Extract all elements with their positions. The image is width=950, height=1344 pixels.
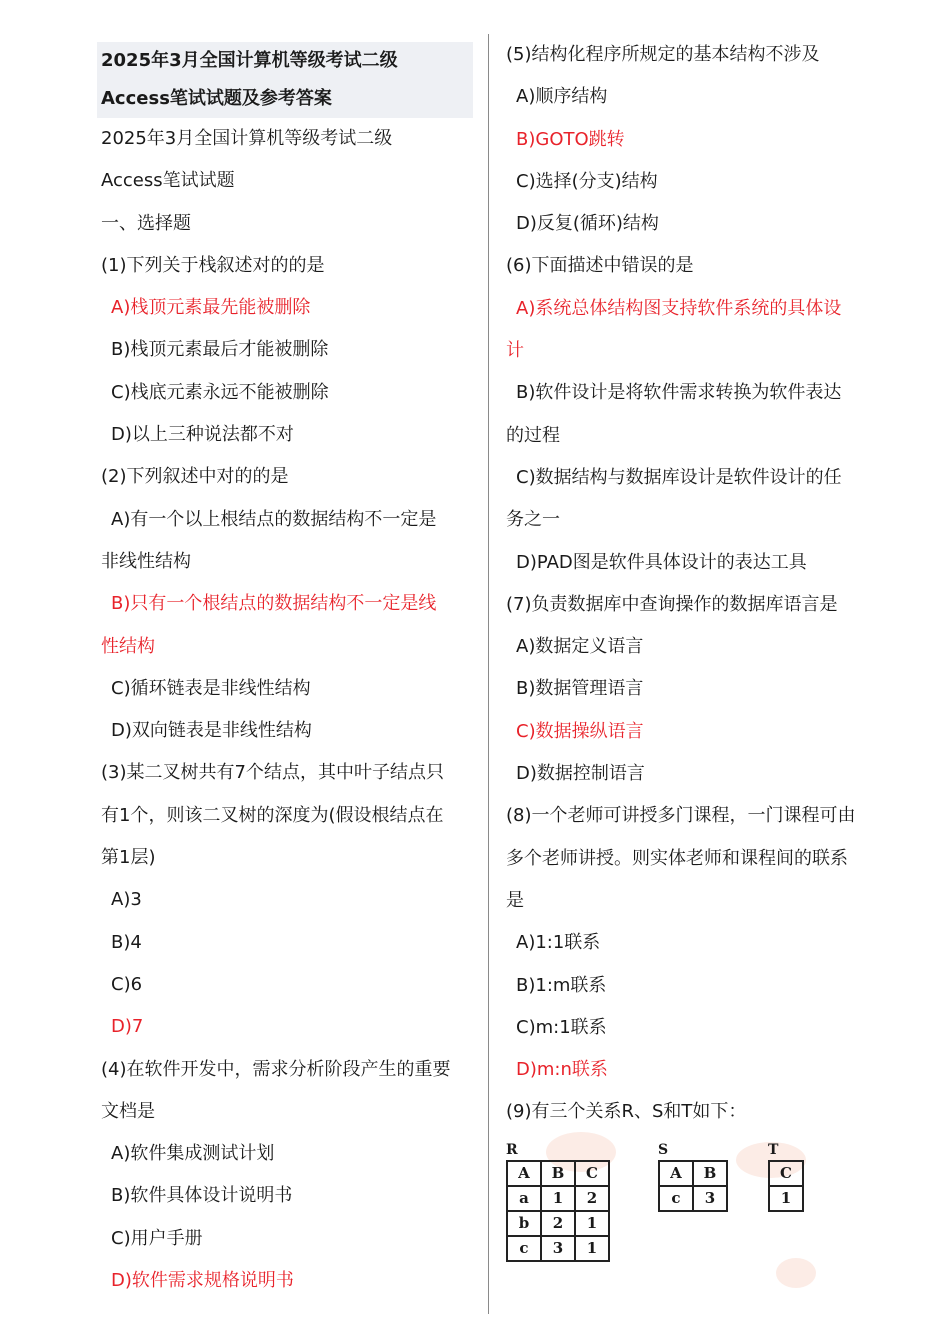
question-stem: (4)在软件开发中，需求分析阶段产生的重要 bbox=[101, 1058, 451, 1080]
table-cell: 2 bbox=[541, 1211, 575, 1236]
table-cell: 2 bbox=[575, 1186, 609, 1211]
option-a-answer: A)系统总体结构图支持软件系统的具体设 bbox=[516, 297, 842, 319]
relation-r-table bbox=[506, 1160, 610, 1262]
option-b-answer: B)只有一个根结点的数据结构不一定是线 bbox=[111, 593, 437, 615]
option-a: A)顺序结构 bbox=[516, 86, 608, 108]
subtitle-line-2: Access笔试试题 bbox=[101, 170, 235, 192]
question-stem-continued: 有1个，则该二叉树的深度为(假设根结点在 bbox=[101, 804, 444, 826]
table-cell: 3 bbox=[541, 1236, 575, 1261]
question-stem-continued: 第1层) bbox=[101, 847, 156, 869]
table-header-row bbox=[659, 1161, 727, 1186]
option-a-answer-continued: 计 bbox=[506, 340, 524, 362]
option-d: D)以上三种说法都不对 bbox=[111, 424, 294, 446]
option-c: C)数据结构与数据库设计是软件设计的任 bbox=[516, 466, 842, 488]
table-cell: c bbox=[659, 1186, 693, 1211]
question-1 bbox=[101, 245, 473, 456]
table-cell: b bbox=[507, 1211, 541, 1236]
option-c: C)用户手册 bbox=[111, 1227, 203, 1249]
question-stem: (3)某二叉树共有7个结点，其中叶子结点只 bbox=[101, 762, 444, 784]
option-a-continued: 非线性结构 bbox=[101, 550, 191, 572]
table-header-cell: B bbox=[693, 1161, 727, 1186]
document-title bbox=[97, 42, 473, 118]
option-a: A)3 bbox=[111, 889, 142, 911]
table-row bbox=[769, 1186, 803, 1211]
relation-t-name: T bbox=[768, 1141, 779, 1158]
option-a: A)数据定义语言 bbox=[516, 636, 644, 658]
table-header-cell: B bbox=[541, 1161, 575, 1186]
table-header-cell: A bbox=[507, 1161, 541, 1186]
table-row bbox=[659, 1186, 727, 1211]
relation-t-table bbox=[768, 1160, 804, 1212]
option-d: D)反复(循环)结构 bbox=[516, 213, 659, 235]
table-row bbox=[507, 1236, 609, 1261]
question-stem-continued: 是 bbox=[506, 889, 524, 911]
relations-figure bbox=[506, 1140, 881, 1300]
relation-s-table bbox=[658, 1160, 728, 1212]
title-line-2: Access笔试试题及参考答案 bbox=[101, 88, 332, 109]
question-stem: (7)负责数据库中查询操作的数据库语言是 bbox=[506, 593, 838, 615]
question-stem: (8)一个老师可讲授多门课程，一门课程可由 bbox=[506, 805, 856, 827]
option-b-answer: B)GOTO跳转 bbox=[516, 128, 625, 150]
option-a: A)软件集成测试计划 bbox=[111, 1143, 275, 1165]
watermark-smudge bbox=[776, 1258, 816, 1288]
option-d-answer: D)软件需求规格说明书 bbox=[111, 1270, 294, 1292]
option-c: C)选择(分支)结构 bbox=[516, 170, 658, 192]
table-cell: 1 bbox=[575, 1211, 609, 1236]
question-stem: (1)下列关于栈叙述对的的是 bbox=[101, 254, 325, 276]
option-d-answer: D)7 bbox=[111, 1016, 144, 1038]
relation-r-name: R bbox=[506, 1141, 518, 1158]
column-divider bbox=[488, 34, 489, 1314]
relation-r bbox=[506, 1140, 610, 1262]
table-header-cell: C bbox=[769, 1161, 803, 1186]
question-2 bbox=[101, 456, 473, 752]
option-b-continued: 的过程 bbox=[506, 424, 560, 446]
option-b-answer-continued: 性结构 bbox=[101, 635, 155, 657]
right-column bbox=[506, 34, 881, 1300]
question-stem: (5)结构化程序所规定的基本结构不涉及 bbox=[506, 44, 820, 65]
option-b: B)栈顶元素最后才能被删除 bbox=[111, 339, 329, 361]
left-column bbox=[101, 34, 473, 1302]
question-stem: (6)下面描述中错误的是 bbox=[506, 255, 694, 277]
question-5 bbox=[506, 34, 881, 245]
table-cell: 1 bbox=[769, 1186, 803, 1211]
question-stem: (2)下列叙述中对的的是 bbox=[101, 466, 289, 488]
table-cell: c bbox=[507, 1236, 541, 1261]
table-header-row bbox=[507, 1161, 609, 1186]
section-heading: 一、选择题 bbox=[101, 212, 191, 234]
table-cell: 1 bbox=[541, 1186, 575, 1211]
option-d: D)双向链表是非线性结构 bbox=[111, 720, 312, 742]
option-b: B)4 bbox=[111, 931, 142, 953]
question-stem: (9)有三个关系R、S和T如下： bbox=[506, 1101, 747, 1123]
option-b: B)软件设计是将软件需求转换为软件表达 bbox=[516, 382, 842, 404]
question-9 bbox=[506, 1091, 881, 1133]
question-4 bbox=[101, 1049, 473, 1303]
relation-s bbox=[658, 1140, 728, 1212]
table-header-cell: C bbox=[575, 1161, 609, 1186]
option-c: C)6 bbox=[111, 973, 143, 995]
option-a: A)1:1联系 bbox=[516, 932, 601, 954]
title-line-1: 2025年3月全国计算机等级考试二级 bbox=[101, 50, 398, 71]
option-a-answer: A)栈顶元素最先能被删除 bbox=[111, 297, 311, 319]
option-c-answer: C)数据操纵语言 bbox=[516, 720, 644, 742]
option-b: B)1:m联系 bbox=[516, 974, 607, 996]
relation-t bbox=[768, 1140, 804, 1212]
option-c: C)循环链表是非线性结构 bbox=[111, 677, 311, 699]
question-8 bbox=[506, 795, 881, 1091]
table-row bbox=[507, 1211, 609, 1236]
table-cell: 1 bbox=[575, 1236, 609, 1261]
option-c: C)m:1联系 bbox=[516, 1016, 607, 1038]
table-cell: 3 bbox=[693, 1186, 727, 1211]
question-7 bbox=[506, 584, 881, 795]
option-d: D)PAD图是软件具体设计的表达工具 bbox=[516, 551, 807, 573]
relation-s-name: S bbox=[658, 1141, 669, 1158]
question-stem-continued: 文档是 bbox=[101, 1100, 155, 1122]
table-header-row bbox=[769, 1161, 803, 1186]
table-row bbox=[507, 1186, 609, 1211]
question-6 bbox=[506, 245, 881, 583]
option-c-continued: 务之一 bbox=[506, 509, 560, 531]
option-b: B)软件具体设计说明书 bbox=[111, 1185, 293, 1207]
option-d: D)数据控制语言 bbox=[516, 763, 645, 785]
table-cell: a bbox=[507, 1186, 541, 1211]
option-d-answer: D)m:n联系 bbox=[516, 1059, 608, 1081]
question-3 bbox=[101, 752, 473, 1048]
question-stem-continued: 多个老师讲授。则实体老师和课程间的联系 bbox=[506, 847, 848, 869]
table-header-cell: A bbox=[659, 1161, 693, 1186]
option-c: C)栈底元素永远不能被删除 bbox=[111, 381, 329, 403]
option-a: A)有一个以上根结点的数据结构不一定是 bbox=[111, 508, 437, 530]
subtitle-line-1: 2025年3月全国计算机等级考试二级 bbox=[101, 128, 393, 149]
option-b: B)数据管理语言 bbox=[516, 678, 644, 700]
